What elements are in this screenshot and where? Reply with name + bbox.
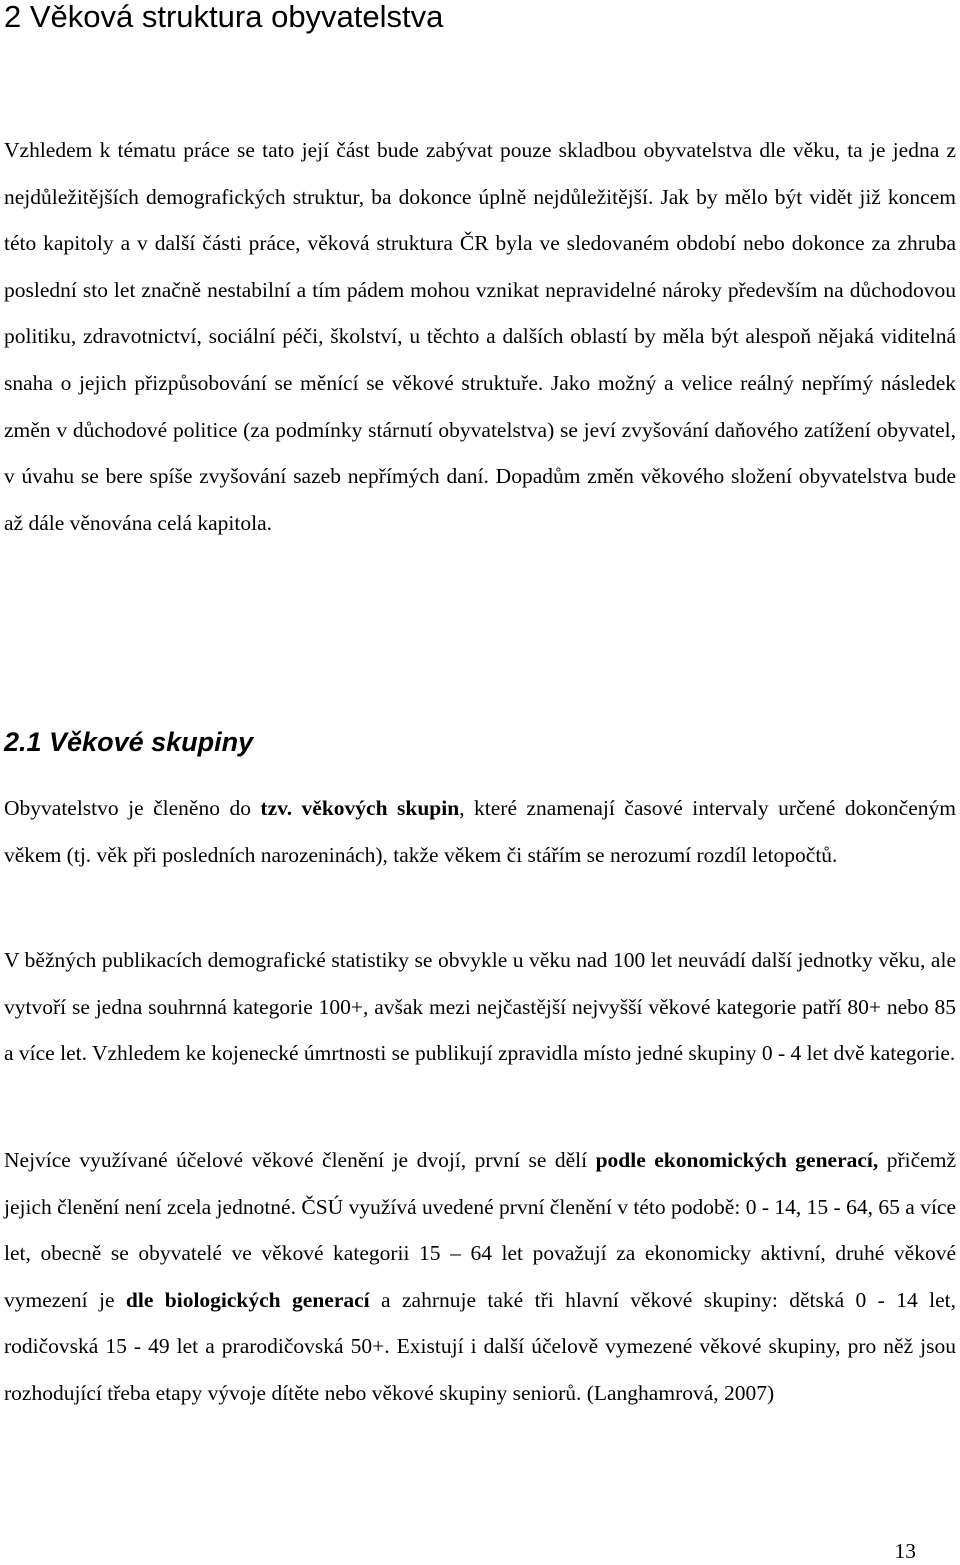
bold-term-economic-generations: podle ekonomických generací,	[595, 1148, 879, 1172]
section-heading: 2.1 Věkové skupiny	[4, 727, 254, 757]
paragraph-text: Nejvíce využívané účelové věkové členění je dvojí, první se dělí	[4, 1148, 596, 1172]
paragraph-generations	[4, 1137, 956, 1417]
bold-term-biological-generations: dle biologických generací	[125, 1287, 370, 1312]
paragraph-statistics: V běžných publikacích demografické statistiky se obvykle u věku nad 100 let neuvádí další jednotky věku, ale vytvoří se jedna souhrnná kategorie 100+, avšak mezi nejčastější nejvyšší věkové kategorie patří 80+ nebo 85 a více let. Vzhledem ke kojenecké úmrtnosti se publikují zpravidla místo jedné skupiny 0 - 4 let dvě kategorie.	[4, 948, 956, 1066]
paragraph-intro: Vzhledem k tématu práce se tato její část bude zabývat pouze skladbou obyvatelstva dle věku, ta je jedna z nejdůležitějších demografických struktur, ba dokonce úplně nejdůležitější. Jak by mělo být vidět již koncem této kapitoly a v další části práce, věková struktura ČR byla ve sledovaném období nebo dokonce za zhruba poslední sto let značně nestabilní a tím pádem mohou vznikat nepravidelné nároky především na důchodovou politiku, zdravotnictví, sociální péči, školství, u těchto a dalších oblastí by měla být alespoň nějaká viditelná snaha o jejich přizpůsobování se měnící se věkové struktuře. Jako možný a velice reálný nepřímý následek změn v důchodové politice (za podmínky stárnutí obyvatelstva) se jeví zvyšování daňového zatížení obyvatel, v úvahu se bere spíše zvyšování sazeb nepřímých daní. Dopadům změn věkového složení obyvatelstva bude až dále věnována celá kapitola.	[4, 138, 956, 535]
bold-term-age-groups: tzv. věkových skupin	[260, 796, 460, 820]
paragraph-text: a zahrnuje také tři hlavní věkové skupiny: dětská 0 - 14 let, rodičovská 15 - 49 let a prarodičovská 50+. Existují i další účelově vymezené věkové skupiny, pro něž jsou rozhodující třeba etapy vývoje dítěte nebo věkové skupiny seniorů. (Langhamrová, 2007)	[4, 1287, 957, 1405]
paragraph-text: Obyvatelstvo je členěno do	[4, 796, 261, 820]
paragraph-age-groups	[4, 785, 956, 878]
paragraph-text: , které znamenají časové intervaly určené dokončeným věkem (tj. věk při posledních narozeninách), takže věkem či stářím se nerozumí rozdíl letopočtů.	[4, 796, 956, 867]
page-number: 13	[894, 1539, 916, 1563]
paragraph-text: přičemž jejich členění není zcela jednotné. ČSÚ využívá uvedené první členění v této podobě: 0 - 14, 15 - 64, 65 a více let, obecně se obyvatelé ve věkové kategorii 15 – 64 let považují za ekonomicky aktivní, druhé věkové vymezení je	[4, 1148, 956, 1312]
chapter-heading: 2 Věková struktura obyvatelstva	[4, 0, 444, 34]
